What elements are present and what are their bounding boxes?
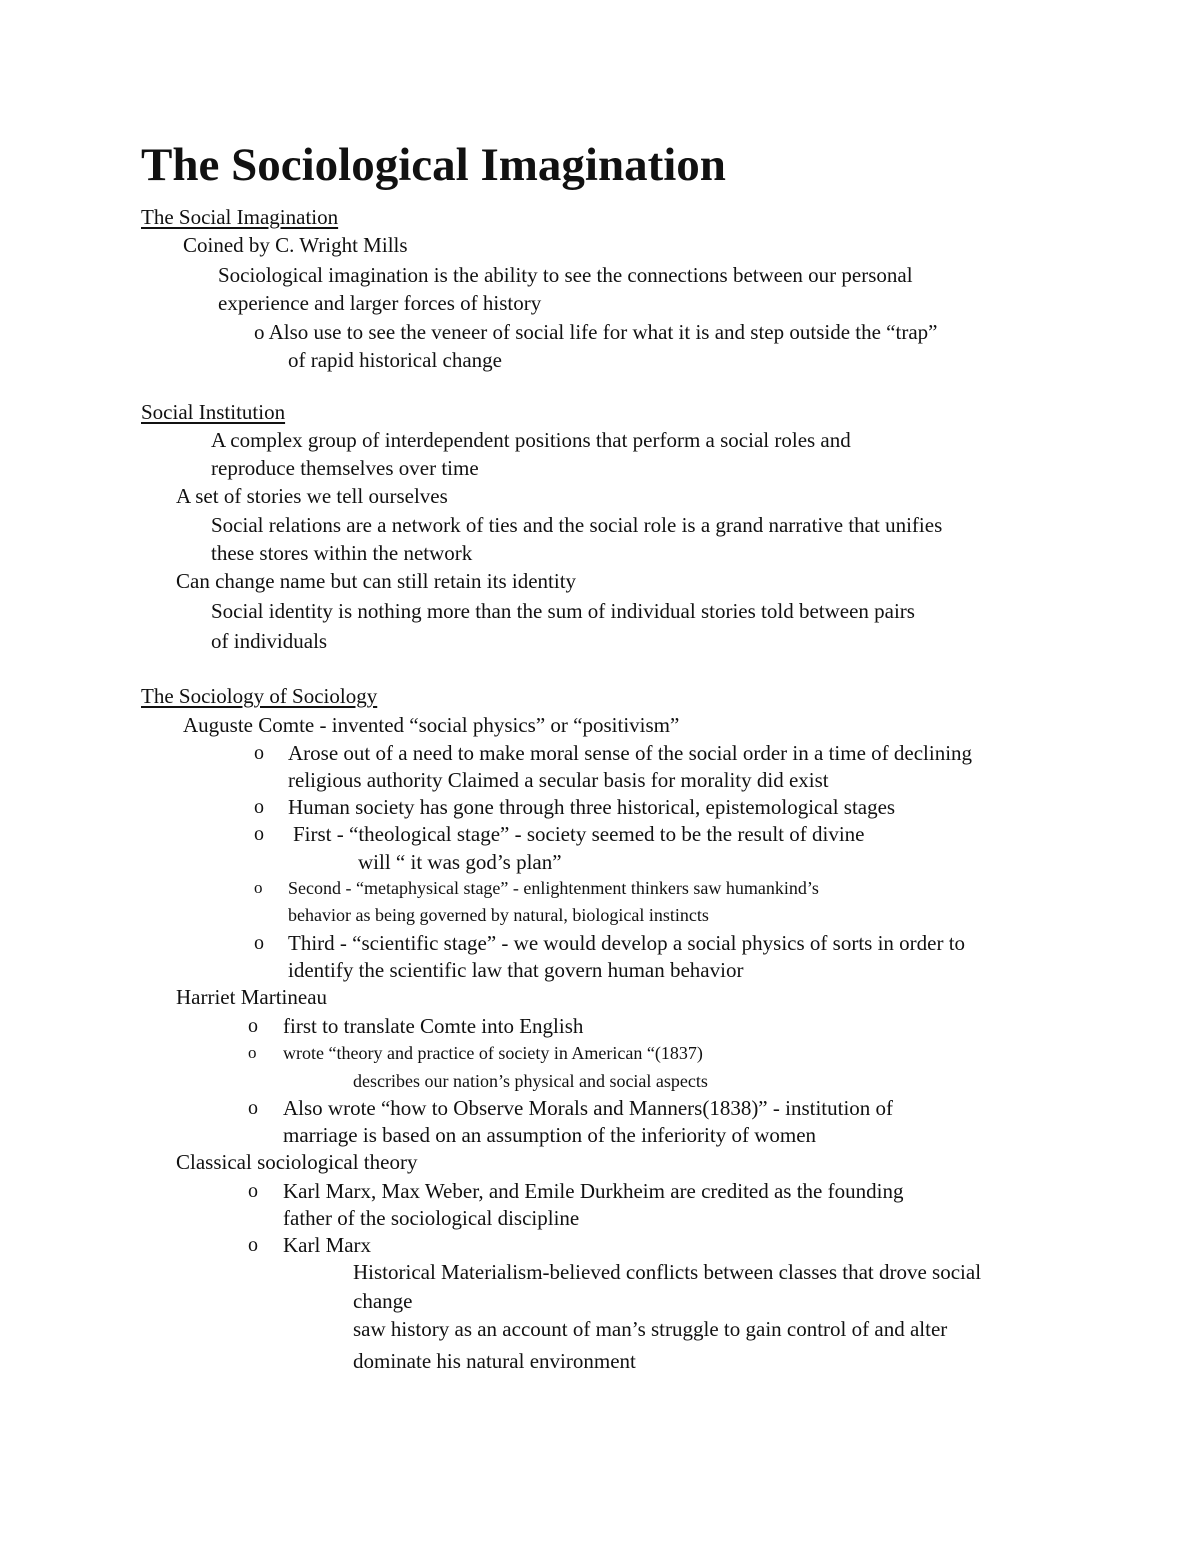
note-comte-point-3-line-2: will “ it was god’s plan” (358, 850, 562, 874)
note-comte-point-4-line-2: behavior as being governed by natural, biological instincts (288, 905, 709, 925)
note-change-name: Can change name but can still retain its identity (176, 569, 577, 593)
note-martineau-point-1: first to translate Comte into English (283, 1014, 584, 1038)
section-heading-social-institution: Social Institution (141, 400, 286, 424)
note-marx-line-2: change (353, 1289, 413, 1313)
section-heading-social-imagination: The Social Imagination (141, 205, 339, 229)
note-definition-line-1: Sociological imagination is the ability to see the connections between our personal (218, 263, 913, 287)
note-also-use-line-2: of rapid historical change (288, 348, 502, 372)
bullet-marker: o (254, 878, 263, 897)
bullet-marker: o (254, 932, 264, 954)
note-marx-line-3: saw history as an account of man’s struggle to gain control of and alter (353, 1317, 948, 1341)
note-marx-line-4: dominate his natural environment (353, 1349, 636, 1373)
note-martineau-point-3-line-1: Also wrote “how to Observe Morals and Manners(1838)” - institution of (283, 1096, 894, 1120)
note-harriet-martineau: Harriet Martineau (176, 985, 328, 1009)
note-coined-by: Coined by C. Wright Mills (183, 233, 408, 257)
bullet-marker: o (254, 796, 264, 818)
note-institution-def-line-2: reproduce themselves over time (211, 456, 479, 480)
note-martineau-point-2-line-2: describes our nation’s physical and social aspects (353, 1071, 708, 1091)
bullet-marker: o (248, 1097, 258, 1119)
note-comte-point-5-line-2: identify the scientific law that govern human behavior (288, 958, 744, 982)
note-martineau-point-2-line-1: wrote “theory and practice of society in American “(1837) (283, 1043, 703, 1063)
note-comte-point-1-line-2: religious authority Claimed a secular basis for morality did exist (288, 768, 829, 792)
note-identity-line-2: of individuals (211, 629, 328, 653)
bullet-marker: o (254, 823, 264, 845)
note-stories: A set of stories we tell ourselves (176, 484, 448, 508)
note-comte-point-5-line-1: Third - “scientific stage” - we would develop a social physics of sorts in order to (288, 931, 966, 955)
note-also-use-line-1: o Also use to see the veneer of social life for what it is and step outside the “trap” (254, 320, 938, 344)
note-comte-point-3-line-1: First - “theological stage” - society seemed to be the result of divine (293, 822, 865, 846)
note-relations-line-1: Social relations are a network of ties and the social role is a grand narrative that unifies (211, 513, 943, 537)
note-comte-point-1-line-1: Arose out of a need to make moral sense of the social order in a time of declining (288, 741, 973, 765)
note-marx-line-1: Historical Materialism-believed conflicts between classes that drove social (353, 1260, 982, 1284)
note-institution-def-line-1: A complex group of interdependent positions that perform a social roles and (211, 428, 851, 452)
bullet-marker: o (248, 1180, 258, 1202)
note-comte-point-4-line-1: Second - “metaphysical stage” - enlightenment thinkers saw humankind’s (288, 878, 819, 898)
note-identity-line-1: Social identity is nothing more than the sum of individual stories told between pairs (211, 599, 915, 623)
section-heading-sociology-of-sociology: The Sociology of Sociology (141, 684, 378, 708)
bullet-marker: o (248, 1015, 258, 1037)
note-auguste-comte: Auguste Comte - invented “social physics” or “positivism” (183, 713, 680, 737)
note-classical-point-1-line-2: father of the sociological discipline (283, 1206, 580, 1230)
note-martineau-point-3-line-2: marriage is based on an assumption of the inferiority of women (283, 1123, 817, 1147)
note-relations-line-2: these stores within the network (211, 541, 473, 565)
note-classical-point-2: Karl Marx (283, 1233, 372, 1257)
bullet-marker: o (248, 1234, 258, 1256)
note-comte-point-2: Human society has gone through three historical, epistemological stages (288, 795, 896, 819)
bullet-marker: o (248, 1043, 257, 1062)
note-classical-theory: Classical sociological theory (176, 1150, 418, 1174)
note-definition-line-2: experience and larger forces of history (218, 291, 542, 315)
page-title: The Sociological Imagination (141, 139, 726, 191)
note-classical-point-1-line-1: Karl Marx, Max Weber, and Emile Durkheim are credited as the founding (283, 1179, 904, 1203)
bullet-marker: o (254, 742, 264, 764)
